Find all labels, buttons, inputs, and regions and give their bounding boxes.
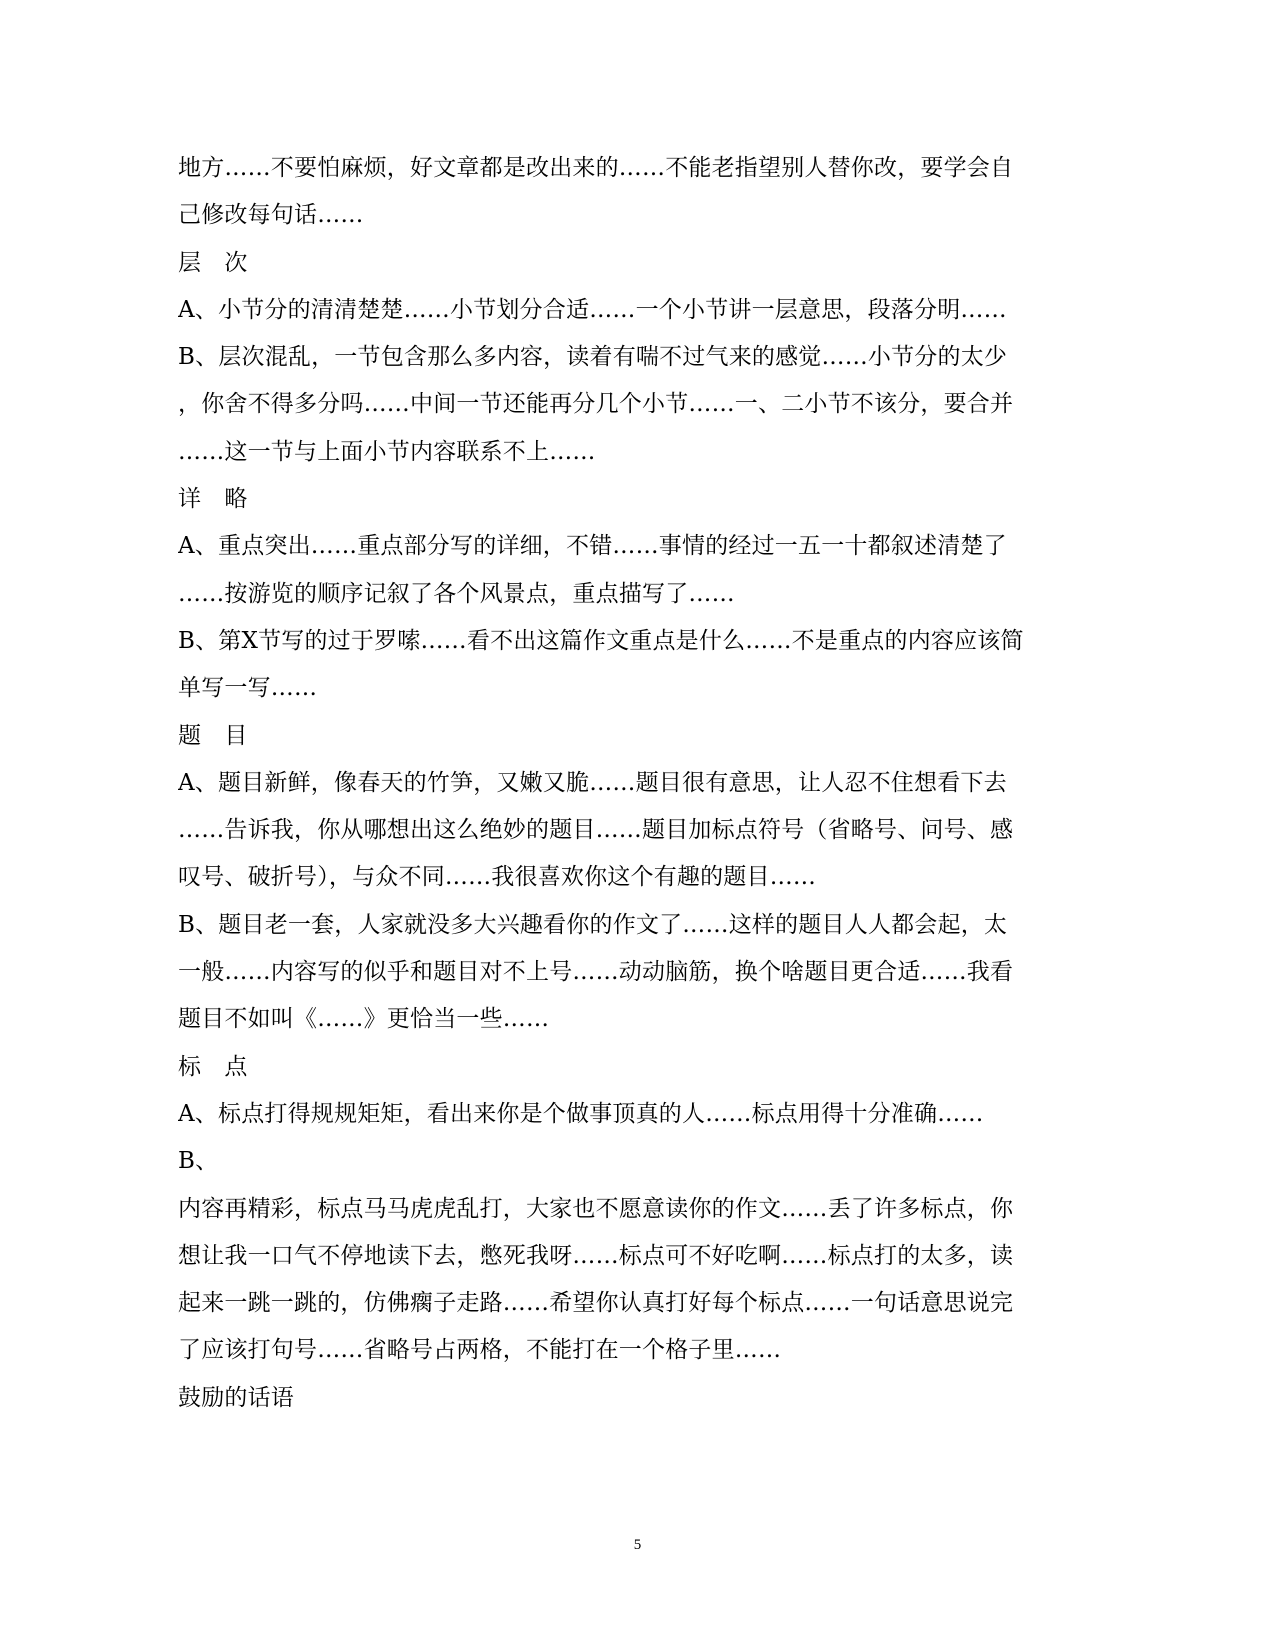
text-line: ，你舍不得多分吗……中间一节还能再分几个小节……一、二小节不该分，要合并 bbox=[178, 391, 1014, 418]
section-heading-detail: 详 略 bbox=[178, 486, 248, 513]
text-line: 一般……内容写的似乎和题目对不上号……动动脑筋，换个啥题目更合适……我看 bbox=[178, 959, 1014, 986]
section-heading-encouragement: 鼓励的话语 bbox=[178, 1384, 294, 1411]
text-line: B、层次混乱，一节包含那么多内容，读着有喘不过气来的感觉……小节分的太少 bbox=[178, 344, 1008, 371]
text-line: A、小节分的清清楚楚……小节划分合适……一个小节讲一层意思，段落分明…… bbox=[178, 296, 1007, 323]
text-line: 想让我一口气不停地读下去，憋死我呀……标点可不好吃啊……标点打的太多，读 bbox=[178, 1242, 1014, 1269]
text-line: ……告诉我，你从哪想出这么绝妙的题目……题目加标点符号（省略号、问号、感 bbox=[178, 817, 1014, 844]
text-line: 叹号、破折号），与众不同……我很喜欢你这个有趣的题目…… bbox=[178, 864, 817, 891]
text-line: 了应该打句号……省略号占两格，不能打在一个格子里…… bbox=[178, 1337, 782, 1364]
text-line: 起来一跳一跳的，仿佛瘸子走路……希望你认真打好每个标点……一句话意思说完 bbox=[178, 1290, 1014, 1317]
page-number: 5 bbox=[633, 1537, 642, 1553]
text-line: A、题目新鲜，像春天的竹笋，又嫩又脆……题目很有意思，让人忍不住想看下去 bbox=[178, 769, 1007, 796]
section-heading-punctuation: 标 点 bbox=[178, 1053, 248, 1080]
text-line: 地方……不要怕麻烦，好文章都是改出来的……不能老指望别人替你改，要学会自 bbox=[178, 155, 1014, 181]
section-heading-levels: 层 次 bbox=[178, 249, 248, 276]
text-line: ……按游览的顺序记叙了各个风景点，重点描写了…… bbox=[178, 580, 735, 607]
text-line: B、题目老一套，人家就没多大兴趣看你的作文了……这样的题目人人都会起，太 bbox=[178, 911, 1008, 938]
text-line: A、重点突出……重点部分写的详细，不错……事情的经过一五一十都叙述清楚了 bbox=[178, 533, 1007, 560]
text-line: 己修改每句话…… bbox=[178, 202, 364, 229]
text-line: A、标点打得规规矩矩，看出来你是个做事顶真的人……标点用得十分准确…… bbox=[178, 1100, 984, 1127]
text-line: B、第X节写的过于罗嗦……看不出这篇作文重点是什么……不是重点的内容应该简 bbox=[178, 627, 1024, 654]
text-line: 题目不如叫《……》更恰当一些…… bbox=[178, 1006, 550, 1033]
text-line: 内容再精彩，标点马马虎虎乱打，大家也不愿意读你的作文……丢了许多标点，你 bbox=[178, 1195, 1014, 1222]
text-line: 单写一写…… bbox=[178, 675, 318, 702]
section-heading-title: 题 目 bbox=[178, 722, 248, 749]
document-body bbox=[178, 145, 1058, 1422]
text-line: ……这一节与上面小节内容联系不上…… bbox=[178, 438, 596, 465]
text-line: B、 bbox=[178, 1148, 219, 1175]
